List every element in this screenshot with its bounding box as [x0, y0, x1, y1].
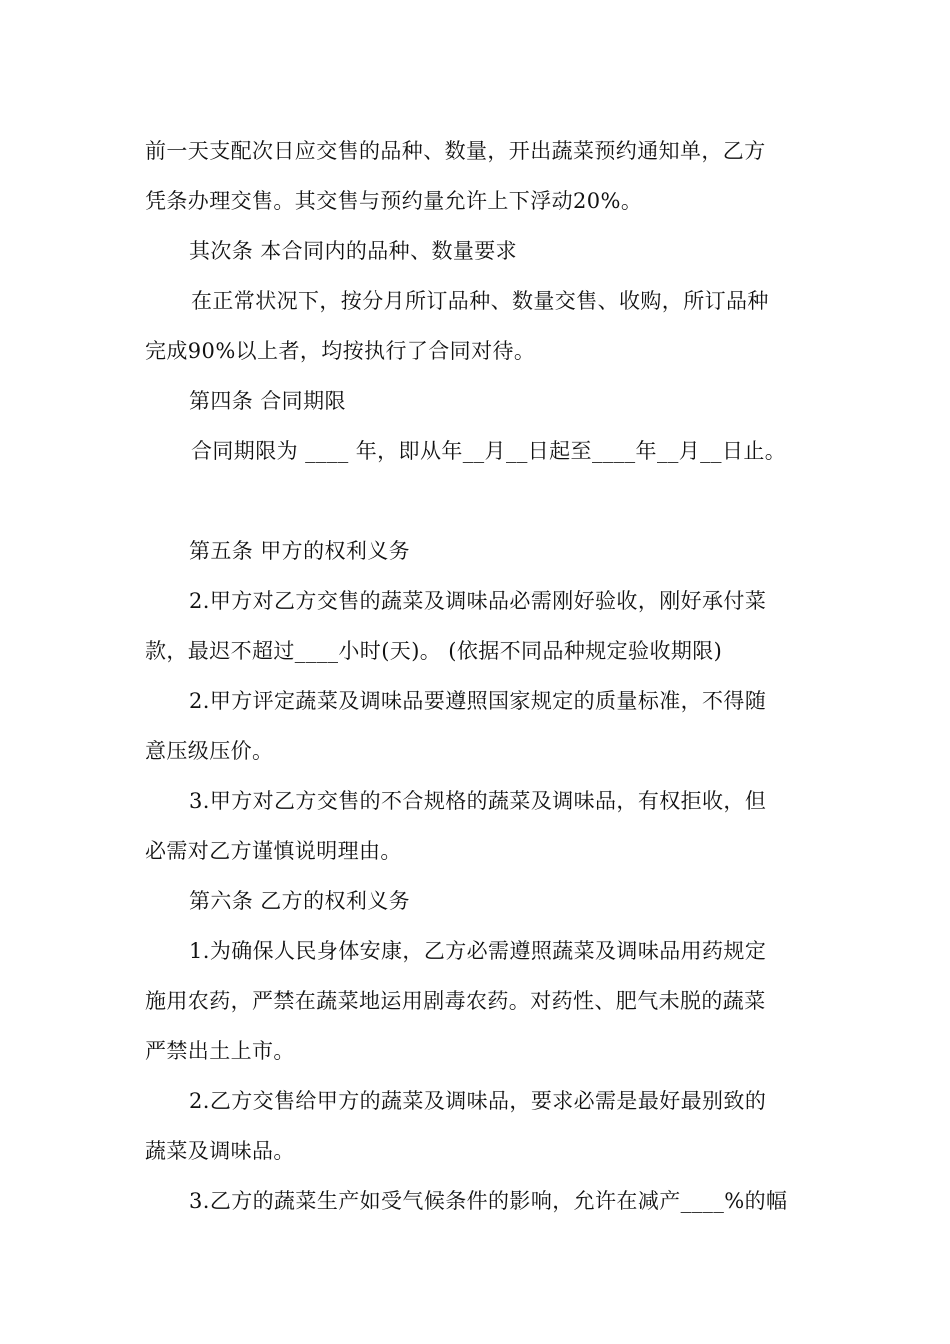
- text-line-17: 施用农药，严禁在蔬菜地运用剧毒农药。对药性、肥气未脱的蔬菜: [145, 989, 766, 1013]
- text-line-14: 必需对乙方谨慎说明理由。: [145, 839, 402, 863]
- section-heading-5: 第五条 甲方的权利义务: [189, 539, 411, 563]
- text-line-10: 款，最迟不超过____小时(天)。 (依据不同品种规定验收期限): [145, 639, 723, 663]
- text-line-19: 2.乙方交售给甲方的蔬菜及调味品，要求必需是最好最别致的: [189, 1089, 767, 1113]
- text-line-12: 意压级压价。: [145, 739, 274, 763]
- text-line-2: 凭条办理交售。其交售与预约量允许上下浮动20%。: [145, 189, 643, 213]
- section-heading-4: 第四条 合同期限: [189, 389, 346, 413]
- section-heading-2: 其次条 本合同内的品种、数量要求: [189, 239, 518, 263]
- text-line-5: 完成90%以上者，均按执行了合同对待。: [145, 339, 536, 363]
- text-line-18: 严禁出土上市。: [145, 1039, 295, 1063]
- text-line-4: 在正常状况下，按分月所订品种、数量交售、收购，所订品种: [191, 289, 769, 313]
- text-line-9: 2.甲方对乙方交售的蔬菜及调味品必需刚好验收，刚好承付菜: [189, 589, 767, 613]
- text-line-13: 3.甲方对乙方交售的不合规格的蔬菜及调味品，有权拒收，但: [189, 789, 767, 813]
- text-line-21: 3.乙方的蔬菜生产如受气候条件的影响，允许在减产____%的幅: [189, 1189, 788, 1213]
- text-line-11: 2.甲方评定蔬菜及调味品要遵照国家规定的质量标准，不得随: [189, 689, 767, 713]
- text-line-16: 1.为确保人民身体安康，乙方必需遵照蔬菜及调味品用药规定: [189, 939, 767, 963]
- section-heading-6: 第六条 乙方的权利义务: [189, 889, 411, 913]
- text-line-1: 前一天支配次日应交售的品种、数量，开出蔬菜预约通知单，乙方: [145, 139, 766, 163]
- text-line-20: 蔬菜及调味品。: [145, 1139, 295, 1163]
- text-line-7: 合同期限为 ____ 年，即从年__月__日起至____年__月__日止。: [191, 439, 787, 463]
